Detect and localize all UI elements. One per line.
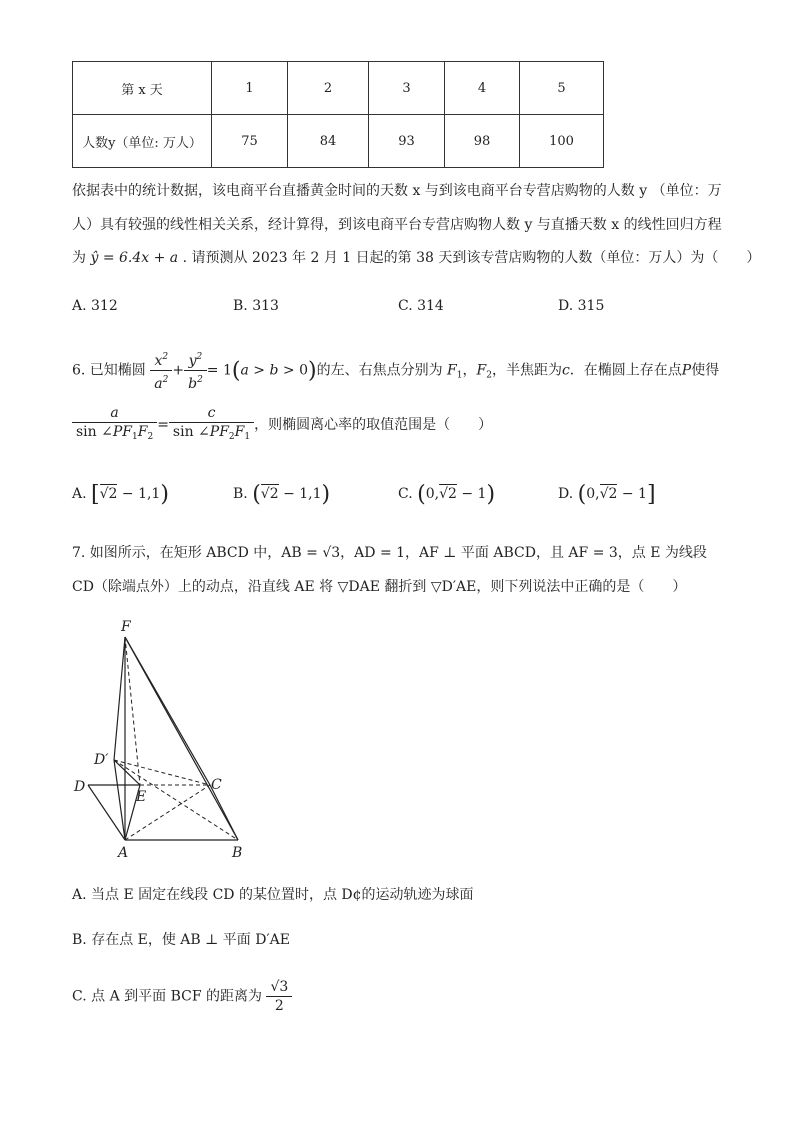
q6-prefix: 6. 已知椭圆 bbox=[72, 362, 146, 379]
q6-option-b: B. (√2 − 1,1) bbox=[233, 482, 331, 507]
data-table bbox=[72, 61, 604, 168]
edge-bc bbox=[210, 785, 238, 840]
q6-option-a: A. [√2 − 1,1) bbox=[72, 482, 169, 507]
q6-tail2: 使得 bbox=[691, 362, 720, 379]
option-letter: A. bbox=[72, 486, 87, 502]
q5-line3-prefix: 为 bbox=[72, 250, 86, 266]
focus-f1: F bbox=[447, 362, 457, 379]
q5-option-d: D. 315 bbox=[558, 298, 605, 314]
table-cell: 3 bbox=[369, 62, 445, 115]
q7-line-1: 7. 如图所示，在矩形 ABCD 中，AB = √3，AD = 1，AF ⊥ 平面 ABCD，且 AF = 3，点 E 为线段 bbox=[72, 545, 707, 561]
edge-da bbox=[88, 785, 125, 840]
table-cell: 人数y（单位: 万人） bbox=[73, 115, 212, 168]
q6-point-p: P bbox=[681, 362, 692, 379]
ratio-right: $\frac{c}{\sin \angle PF_2F_1}$ bbox=[169, 404, 254, 446]
table-cell: 1 bbox=[212, 62, 288, 115]
table-cell: 第 x 天 bbox=[73, 62, 212, 115]
fraction-numerator: √3 bbox=[266, 978, 292, 997]
q6-middle: 的左、右焦点分别为 bbox=[316, 362, 443, 379]
q5-line-1: 依据表中的统计数据，该电商平台直播黄金时间的天数 x 与到该电商平台专营店购物的人数 y （单位：万 bbox=[72, 183, 722, 199]
q6-line-1: 6. 已知椭圆 $\frac{x^2}{a^2}$ + $\frac{y^2}{b^2}$ = 1(a > b > 0)的左、右焦点分别为 $F_1$，$F_2$，半焦距为c．在椭圆上存在点P使得 bbox=[72, 348, 719, 393]
q7-option-b: B. 存在点 E，使 AB ⊥ 平面 D′AE bbox=[72, 932, 290, 948]
edge-d1a bbox=[114, 760, 125, 840]
q6-option-c: C. (0,√2 − 1) bbox=[398, 482, 496, 507]
q6-line-2: $\frac{a}{\sin \angle PF_1F_2}$ = $\frac{c}{\sin \angle PF_2F_1}$ ，则椭圆离心率的取值范围是（ ） bbox=[72, 404, 492, 446]
q6-option-d: D. (0,√2 − 1] bbox=[558, 482, 656, 507]
q7-option-a: A. 当点 E 固定在线段 CD 的某位置时，点 D¢的运动轨迹为球面 bbox=[72, 887, 474, 903]
label-f: F bbox=[121, 619, 131, 635]
ellipse-term-y: $\frac{y^2}{b^2}$ bbox=[184, 348, 207, 393]
table-cell: 5 bbox=[520, 62, 604, 115]
table-cell: 93 bbox=[369, 115, 445, 168]
option-letter: B. bbox=[233, 486, 248, 502]
geometry-figure bbox=[60, 615, 260, 865]
edge-d1e bbox=[114, 760, 140, 785]
label-a: A bbox=[118, 845, 129, 861]
q5-line-3 bbox=[72, 247, 760, 267]
label-d-prime: D′ bbox=[94, 752, 109, 768]
table-cell: 2 bbox=[288, 62, 369, 115]
regression-equation: ŷ = 6.4x + a bbox=[90, 250, 179, 266]
fraction-denominator: 2 bbox=[274, 998, 284, 1014]
table-cell: 75 bbox=[212, 115, 288, 168]
q7-option-c-prefix: C. 点 A 到平面 BCF 的距离为 bbox=[72, 988, 262, 1005]
q7-option-c bbox=[72, 978, 292, 1015]
table-row bbox=[73, 62, 604, 115]
table-cell: 84 bbox=[288, 115, 369, 168]
q6-c: c bbox=[561, 362, 570, 379]
q6-tail: ．在椭圆上存在点 bbox=[569, 362, 682, 379]
q5-option-a: A. 312 bbox=[72, 298, 118, 314]
label-b: B bbox=[232, 845, 243, 861]
label-e: E bbox=[136, 789, 147, 805]
q5-line3-suffix: . 请预测从 2023 年 2 月 1 日起的第 38 天到该专营店购物的人数（单位：万人）为（ ） bbox=[182, 250, 761, 266]
focus-f2: F bbox=[476, 362, 487, 379]
ratio-left: $\frac{a}{\sin \angle PF_1F_2}$ bbox=[72, 404, 157, 446]
q5-line-2: 人）具有较强的线性相关关系，经计算得，到该电商平台专营店购物人数 y 与直播天数 x 的线性回归方程 bbox=[72, 217, 722, 233]
q5-option-c: C. 314 bbox=[398, 298, 444, 314]
table-cell: 4 bbox=[445, 62, 520, 115]
option-letter: C. bbox=[398, 486, 413, 502]
table-cell: 100 bbox=[520, 115, 604, 168]
edge-d1b bbox=[114, 760, 238, 840]
distance-fraction bbox=[266, 978, 292, 1015]
q6-line2-tail: ，则椭圆离心率的取值范围是（ ） bbox=[254, 417, 493, 433]
option-letter: D. bbox=[558, 486, 574, 502]
label-d: D bbox=[74, 779, 86, 795]
edge-fd1 bbox=[114, 637, 125, 760]
q5-option-b: B. 313 bbox=[233, 298, 279, 314]
ellipse-term-x: $\frac{x^2}{a^2}$ bbox=[150, 348, 172, 393]
label-c: C bbox=[211, 777, 222, 793]
q6-half-focal: ，半焦距为 bbox=[491, 362, 562, 379]
q7-line-2: CD（除端点外）上的动点，沿直线 AE 将 ▽DAE 翻折到 ▽D′AE，则下列说法中正确的是（ ） bbox=[72, 579, 687, 595]
table-cell: 98 bbox=[445, 115, 520, 168]
table-row bbox=[73, 115, 604, 168]
